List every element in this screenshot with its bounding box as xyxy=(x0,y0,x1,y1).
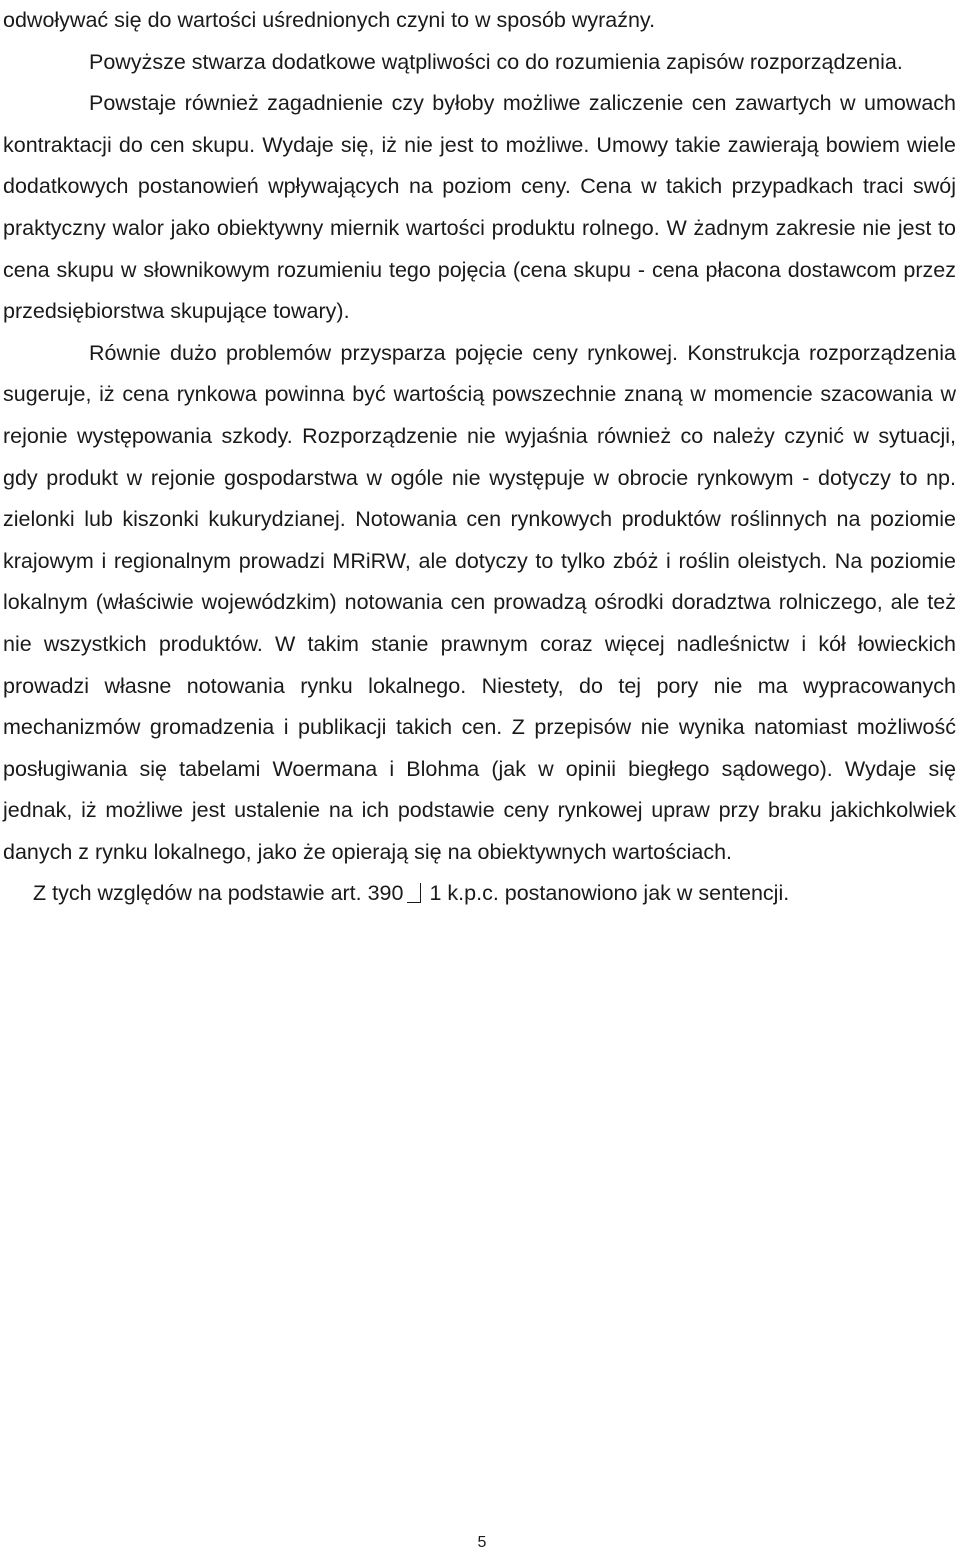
paragraph-closing xyxy=(3,873,956,915)
closing-text-end: 1 k.p.c. postanowiono jak w sentencji. xyxy=(429,881,790,906)
paragraph-market-price: Równie dużo problemów przysparza pojęcie ceny rynkowej. Konstrukcja rozporządzenia sugeruje, iż cena rynkowa powinna być wartością powszechnie znaną w momencie szacowania w rejonie występowania szkody. Rozporządzenie nie wyjaśnia również co należy czynić w sytuacji, gdy produkt w rejonie gospodarstwa w ogóle nie występuje w obrocie rynkowym - dotyczy to np. zielonki lub kiszonki kukurydzianej. Notowania cen rynkowych produktów roślinnych na poziomie krajowym i regionalnym prowadzi MRiRW, ale dotyczy to tylko zbóż i roślin oleistych. Na poziomie lokalnym (właściwie wojewódzkim) notowania cen prowadzą ośrodki doradztwa rolniczego, ale też nie wszystkich produktów. W takim stanie prawnym coraz więcej nadleśnictw i kół łowieckich prowadzi własne notowania rynku lokalnego. Niestety, do tej pory nie ma wypracowanych mechanizmów gromadzenia i publikacji takich cen. Z przepisów nie wynika natomiast możliwość posługiwania się tabelami Woermana i Blohma (jak w opinii biegłego sądowego). Wydaje się jednak, iż możliwe jest ustalenie na ich podstawie ceny rynkowej upraw przy braku jakichkolwiek danych z rynku lokalnego, jako że opierają się na obiektywnych wartościach. xyxy=(3,340,956,864)
paragraph-doubts: Powyższe stwarza dodatkowe wątpliwości co do rozumienia zapisów rozporządzenia. xyxy=(89,49,903,74)
paragraph-continuation: odwoływać się do wartości uśrednionych czyni to w sposób wyraźny. xyxy=(3,8,656,32)
body-text xyxy=(3,0,956,915)
section-sign-icon xyxy=(407,883,421,903)
page-number: 5 xyxy=(477,1534,487,1551)
paragraph-contract-prices: Powstaje również zagadnienie czy byłoby możliwe zaliczenie cen zawartych w umowach kontraktacji do cen skupu. Wydaje się, iż nie jest to możliwe. Umowy takie zawierają bowiem wiele dodatkowych postanowień wpływających na poziom ceny. Cena w takich przypadkach traci swój praktyczny walor jako obiektywny miernik wartości produktu rolnego. W żadnym zakresie nie jest to cena skupu w słownikowym rozumieniu tego pojęcia (cena skupu - cena płacona dostawcom przez przedsiębiorstwa skupujące towary). xyxy=(3,91,956,324)
closing-text-start: Z tych względów na podstawie art. 390 xyxy=(33,881,404,906)
